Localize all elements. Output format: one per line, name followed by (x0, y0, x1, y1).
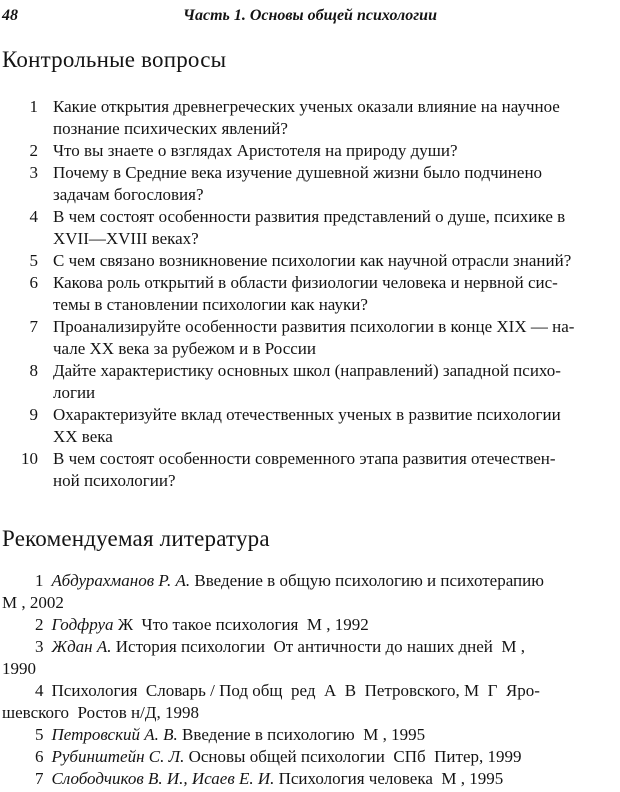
text-line (2, 636, 618, 658)
question-text (53, 316, 574, 360)
question-item (2, 272, 618, 316)
list-item (2, 636, 618, 680)
author-name: Слободчиков В. И., Исаев Е. И. (51, 769, 275, 788)
running-header (2, 6, 618, 26)
text-line: В чем состоят особенности развития представлений о душе, психике в (53, 207, 566, 226)
reference-text: М , 2002 (2, 593, 64, 612)
question-item (2, 140, 618, 162)
text-line: Проанализируйте особенности развития психологии в конце XIX — на- (53, 317, 575, 336)
question-item (2, 162, 618, 206)
literature-list (2, 570, 618, 790)
question-text (53, 272, 558, 316)
question-item (2, 448, 618, 492)
reference-number: 6 (35, 747, 44, 766)
question-number: 2 (29, 141, 38, 160)
question-number: 7 (29, 317, 38, 336)
question-number: 1 (29, 97, 38, 116)
reference-number: 7 (35, 769, 44, 788)
text-line: чале XX века за рубежом и в России (53, 339, 317, 358)
text-line: XX века (53, 427, 113, 446)
question-item (2, 96, 618, 140)
reference-text: Ж Что такое психология М , 1992 (113, 615, 369, 634)
question-number: 5 (29, 251, 38, 270)
section-title-questions: Контрольные вопросы (2, 47, 227, 72)
question-text (53, 140, 458, 162)
author-name: Абдурахманов Р. А. (51, 571, 191, 590)
questions-list (2, 96, 618, 492)
question-number: 3 (29, 163, 38, 182)
list-item (2, 746, 618, 768)
text-line: Почему в Средние века изучение душевной жизни было подчинено (53, 163, 543, 182)
reference-number: 3 (35, 637, 44, 656)
reference-text: 1990 (2, 659, 36, 678)
question-item (2, 404, 618, 448)
question-text (53, 404, 561, 448)
author-name: Рубинштейн С. Л. (51, 747, 185, 766)
reference-text: Психология Словарь / Под общ ред А В Петровского, М Г Яро- (51, 681, 540, 700)
question-number: 10 (21, 449, 38, 468)
reference-text: История психологии От античности до наших дней М , (111, 637, 525, 656)
page-number: 48 (2, 7, 18, 24)
question-number: 8 (29, 361, 38, 380)
text-line (2, 592, 618, 614)
text-line: Что вы знаете о взглядах Аристотеля на природу души? (53, 141, 458, 160)
text-line (2, 680, 618, 702)
text-line: задачам богословия? (53, 185, 204, 204)
text-line: познание психических явлений? (53, 119, 288, 138)
question-number: 6 (29, 273, 38, 292)
text-line (2, 768, 618, 790)
text-line: логии (53, 383, 96, 402)
question-text (53, 206, 565, 250)
list-item (2, 768, 618, 790)
text-line (2, 702, 618, 724)
reference-text: Основы общей психологии СПб Питер, 1999 (184, 747, 522, 766)
question-item (2, 250, 618, 272)
author-name: Ждан А. (51, 637, 112, 656)
text-line: В чем состоят особенности современного этапа развития отечествен- (53, 449, 556, 468)
reference-text: Введение в психологию М , 1995 (177, 725, 426, 744)
author-name: Годфруа (51, 615, 114, 634)
text-line: темы в становлении психологии как науки? (53, 295, 368, 314)
reference-text: Введение в общую психологию и психотерапию (190, 571, 544, 590)
text-line (2, 724, 618, 746)
question-item (2, 206, 618, 250)
chapter-title: Часть 1. Основы общей психологии (183, 7, 437, 24)
text-line (2, 570, 618, 592)
reference-text: шевского Ростов н/Д, 1998 (2, 703, 199, 722)
text-line: Дайте характеристику основных школ (направлений) западной психо- (53, 361, 561, 380)
reference-number: 1 (35, 571, 44, 590)
question-text (53, 162, 542, 206)
reference-number: 2 (35, 615, 44, 634)
question-item (2, 360, 618, 404)
text-line: ной психологии? (53, 471, 176, 490)
list-item (2, 570, 618, 614)
text-line (2, 614, 618, 636)
text-line (2, 658, 618, 680)
question-item (2, 316, 618, 360)
list-item (2, 724, 618, 746)
reference-number: 5 (35, 725, 44, 744)
list-item (2, 614, 618, 636)
text-line: Какие открытия древнегреческих ученых оказали влияние на научное (53, 97, 560, 116)
text-line (2, 746, 618, 768)
list-item (2, 680, 618, 724)
question-text (53, 448, 556, 492)
question-text (53, 360, 561, 404)
reference-number: 4 (35, 681, 44, 700)
author-name: Петровский А. В. (51, 725, 178, 744)
question-text (53, 250, 571, 272)
text-line: Какова роль открытий в области физиологии человека и нервной сис- (53, 273, 558, 292)
question-number: 4 (29, 207, 38, 226)
reference-text: Психология человека М , 1995 (274, 769, 504, 788)
question-text (53, 96, 560, 140)
text-line: Охарактеризуйте вклад отечественных ученых в развитие психологии (53, 405, 561, 424)
text-line: XVII—XVIII веках? (53, 229, 199, 248)
section-title-literature: Рекомендуемая литература (2, 526, 270, 551)
text-line: С чем связано возникновение психологии как научной отрасли знаний? (53, 251, 572, 270)
question-number: 9 (29, 405, 38, 424)
